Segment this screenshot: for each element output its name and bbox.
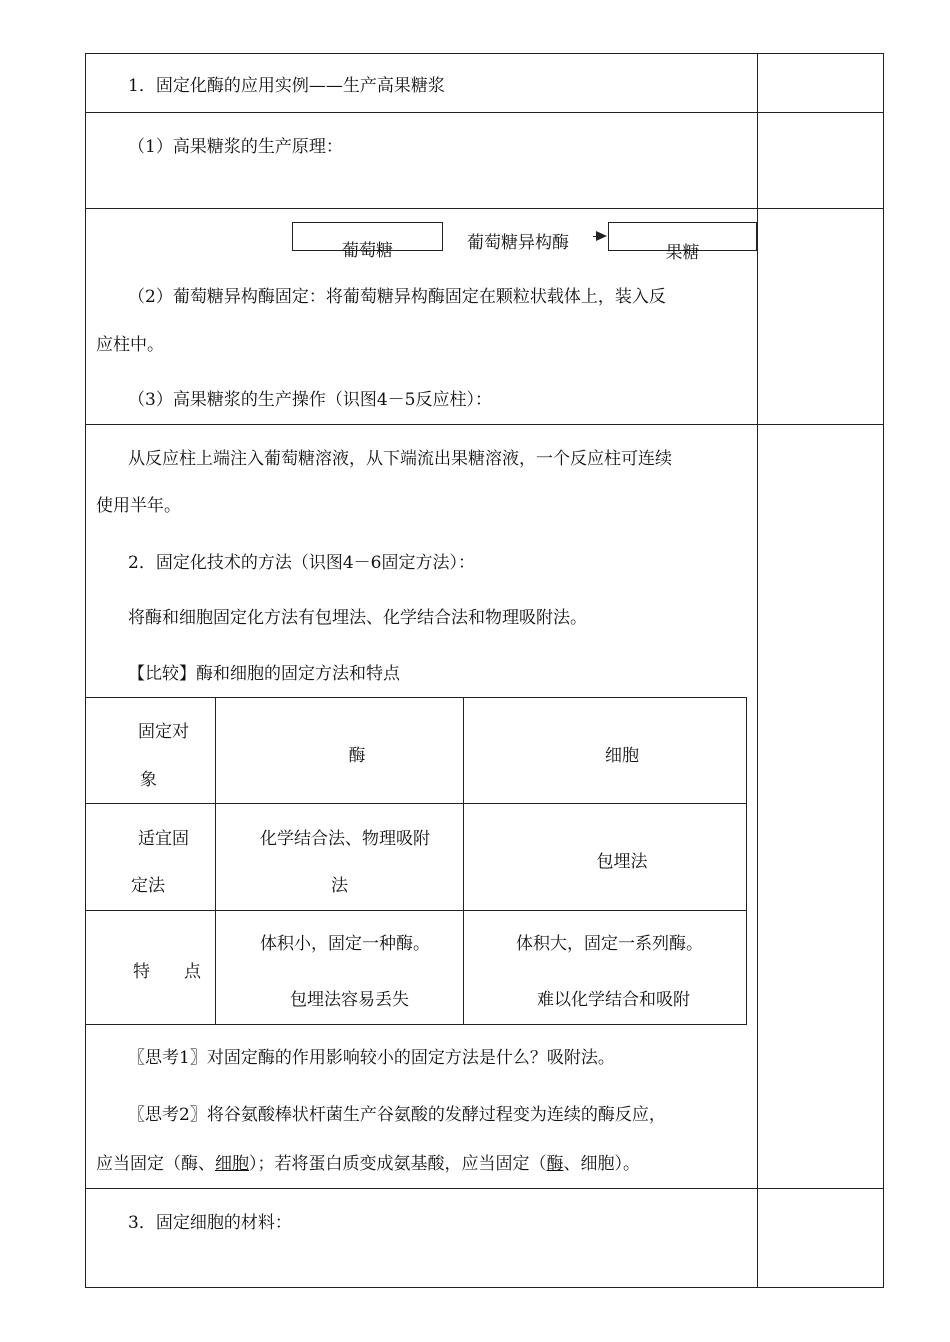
section-2-title: 2．固定化技术的方法（识图4－6固定方法）： bbox=[128, 553, 475, 573]
methods-text: 将酶和细胞固定化方法有包埋法、化学结合法和物理吸附法。 bbox=[128, 608, 587, 628]
row-method-enzyme: 化学结合法、物理吸附 bbox=[260, 829, 430, 849]
row-feature-cell: 体积大，固定一系列酶。 bbox=[516, 934, 703, 954]
compare-table-border bbox=[85, 910, 747, 911]
think-question-2-line2 bbox=[96, 1149, 640, 1174]
header-cell-object: 象 bbox=[140, 770, 157, 790]
enzyme-label: 葡萄糖异构酶 bbox=[443, 228, 593, 253]
think-answer-underlined: 细胞 bbox=[215, 1154, 249, 1174]
row-method-enzyme: 法 bbox=[331, 876, 348, 896]
row-method-cell: 包埋法 bbox=[596, 852, 648, 872]
row-method-label: 适宜固 bbox=[138, 829, 189, 849]
header-cell-cell: 细胞 bbox=[605, 746, 639, 766]
section-3-title: 3．固定细胞的材料： bbox=[128, 1213, 292, 1233]
section-1-title: 1．固定化酶的应用实例——生产高果糖浆 bbox=[128, 76, 445, 96]
think-question-1: 〖思考1〗对固定酶的作用影响较小的固定方法是什么？吸附法。 bbox=[128, 1048, 615, 1068]
think-question-2-line1: 〖思考2〗将谷氨酸棒状杆菌生产谷氨酸的发酵过程变为连续的酶反应， bbox=[128, 1105, 666, 1125]
think-answer-text: 、细胞）。 bbox=[563, 1154, 640, 1174]
flow-text-line1: 从反应柱上端注入葡萄糖溶液，从下端流出果糖溶液，一个反应柱可连续 bbox=[128, 449, 672, 469]
compare-heading: 【比较】酶和细胞的固定方法和特点 bbox=[128, 664, 400, 684]
think-answer-text: ）；若将蛋白质变成氨基酸，应当固定（ bbox=[249, 1154, 547, 1174]
header-cell-object: 固定对 bbox=[138, 722, 189, 742]
compare-table-border bbox=[85, 803, 747, 804]
table-row-divider bbox=[85, 1188, 884, 1189]
row-method-label: 定法 bbox=[131, 876, 165, 896]
table-column-divider bbox=[757, 53, 758, 1287]
header-cell-enzyme: 酶 bbox=[348, 746, 366, 766]
table-row-divider bbox=[85, 112, 884, 113]
row-feature-cell: 难以化学结合和吸附 bbox=[537, 990, 690, 1010]
fructose-label: 果糖 bbox=[665, 243, 700, 263]
compare-table-border bbox=[85, 697, 747, 698]
fixation-text-line2: 应柱中。 bbox=[96, 335, 164, 355]
principle-heading: （1）高果糖浆的生产原理： bbox=[128, 137, 343, 157]
operation-heading: （3）高果糖浆的生产操作（识图4－5反应柱）： bbox=[128, 390, 492, 410]
flow-text-line2: 使用半年。 bbox=[96, 496, 181, 516]
reaction-arrow-head bbox=[596, 231, 607, 241]
table-row-divider bbox=[85, 424, 884, 425]
table-border-bottom bbox=[85, 1287, 884, 1288]
fixation-text-line1: （2）葡萄糖异构酶固定：将葡萄糖异构酶固定在颗粒状载体上，装入反 bbox=[128, 287, 666, 307]
table-row-divider bbox=[85, 208, 884, 209]
row-feature-enzyme: 包埋法容易丢失 bbox=[290, 990, 409, 1010]
table-border-left bbox=[85, 53, 86, 1287]
row-feature-label: 特 点 bbox=[133, 962, 201, 982]
glucose-label: 葡萄糖 bbox=[342, 241, 393, 261]
table-border-top bbox=[85, 53, 884, 54]
row-feature-enzyme: 体积小，固定一种酶。 bbox=[260, 934, 430, 954]
compare-table-border bbox=[85, 1024, 747, 1025]
think-answer-text: 应当固定（酶、 bbox=[96, 1154, 215, 1174]
table-border-right bbox=[883, 53, 884, 1287]
think-answer-underlined: 酶 bbox=[546, 1154, 564, 1174]
